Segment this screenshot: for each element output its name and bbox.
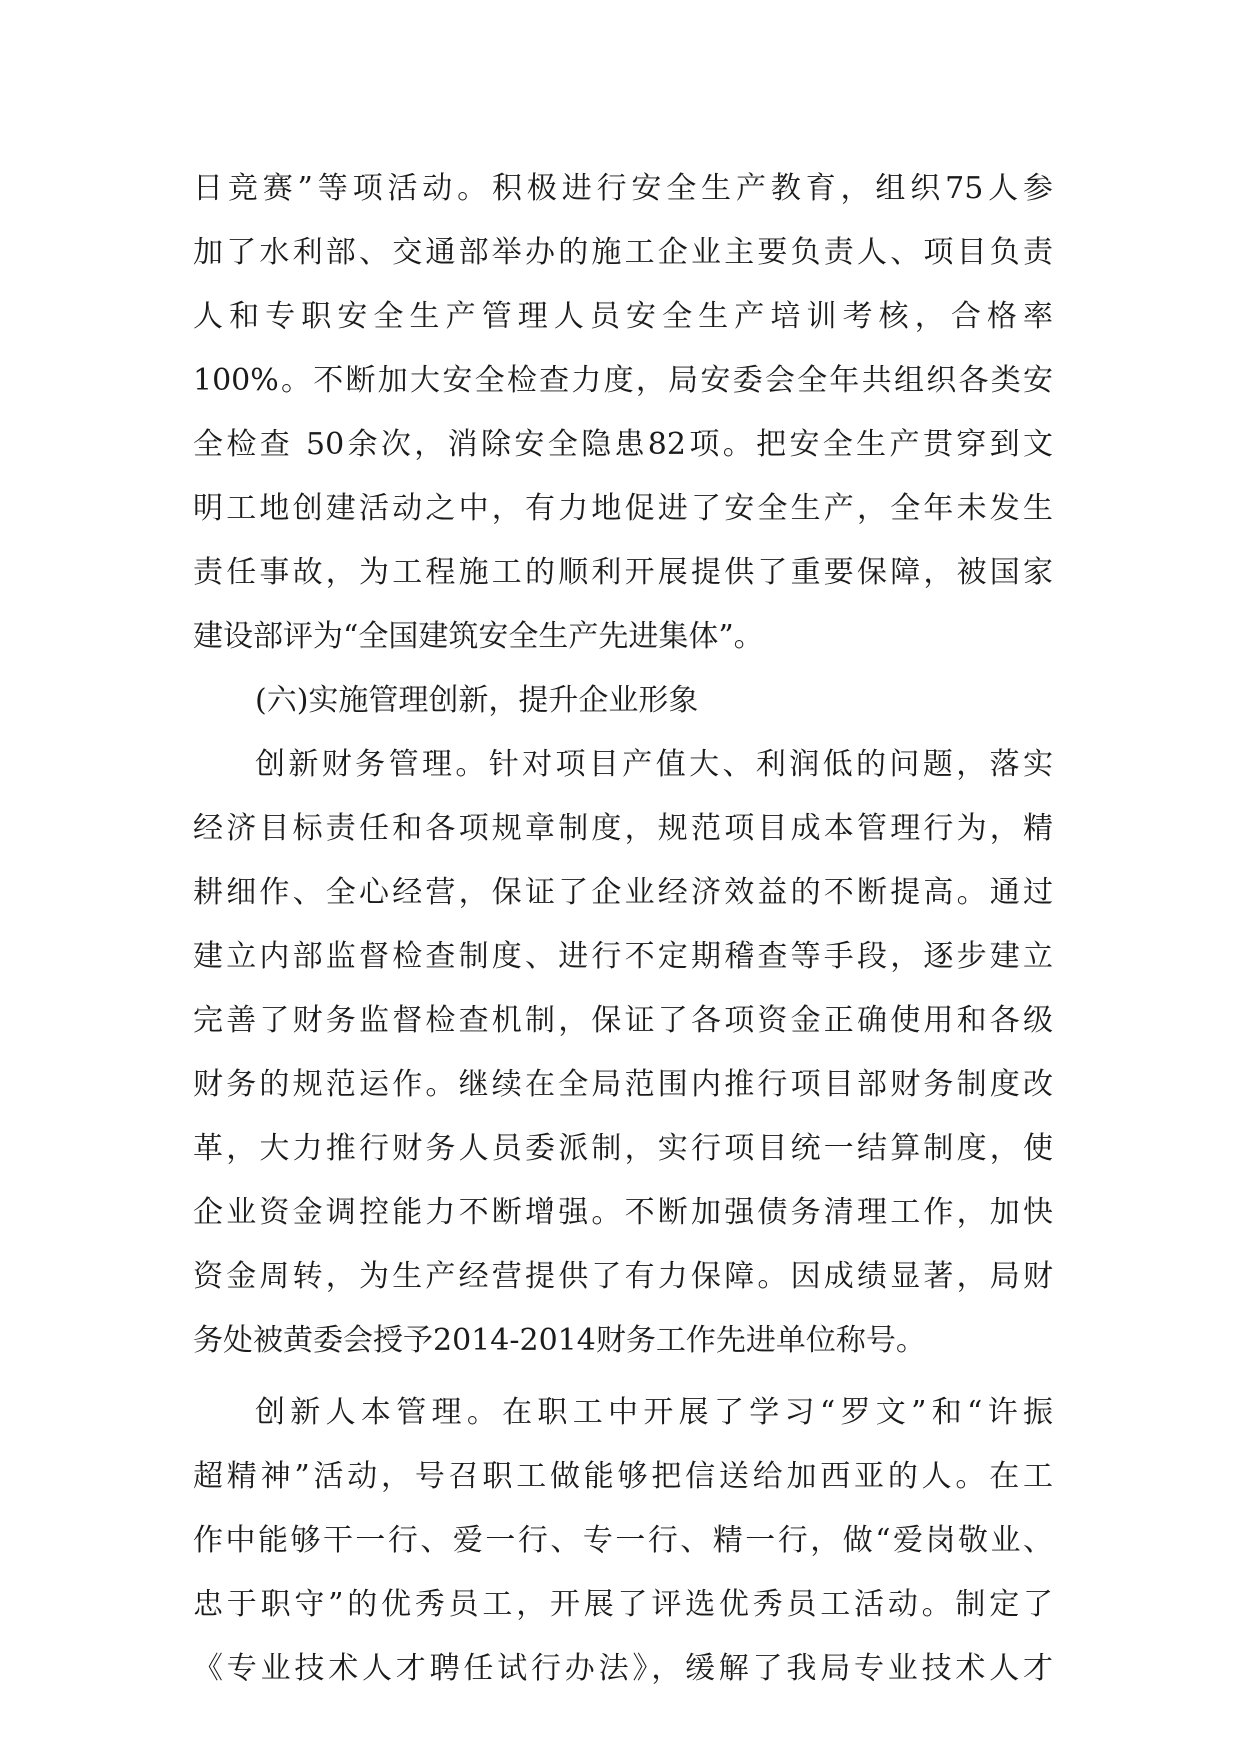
paragraph-line: 全检查 50余次，消除安全隐患82项。把安全生产贯穿到文	[193, 427, 1053, 462]
paragraph-line: 资金周转，为生产经营提供了有力保障。因成绩显著，局财	[193, 1259, 1053, 1294]
safety-paragraph	[193, 157, 1053, 669]
paragraph-line: 忠于职守”的优秀员工，开展了评选优秀员工活动。制定了	[193, 1587, 1053, 1622]
paragraph-line: 企业资金调控能力不断增强。不断加强债务清理工作，加快	[193, 1195, 1053, 1230]
paragraph-line: 明工地创建活动之中，有力地促进了安全生产，全年未发生	[193, 491, 1053, 526]
paragraph-line: 创新人本管理。在职工中开展了学习“罗文”和“许振	[255, 1395, 1053, 1430]
paragraph-line: 革，大力推行财务人员委派制，实行项目统一结算制度，使	[193, 1131, 1053, 1166]
paragraph-line: 100%。不断加大安全检查力度，局安委会全年共组织各类安	[193, 363, 1053, 398]
hr-paragraph	[193, 1381, 1053, 1701]
paragraph-line: 财务的规范运作。继续在全局范围内推行项目部财务制度改	[193, 1067, 1053, 1102]
document-body	[193, 157, 1053, 1701]
paragraph-line: 加了水利部、交通部举办的施工企业主要负责人、项目负责	[193, 235, 1053, 270]
paragraph-line: 耕细作、全心经营，保证了企业经济效益的不断提高。通过	[193, 875, 1053, 910]
paragraph-line: 经济目标责任和各项规章制度，规范项目成本管理行为，精	[193, 811, 1053, 846]
paragraph-line: 人和专职安全生产管理人员安全生产培训考核，合格率	[193, 299, 1053, 334]
paragraph-line: 责任事故，为工程施工的顺利开展提供了重要保障，被国家	[193, 555, 1053, 590]
paragraph-line: 日竞赛”等项活动。积极进行安全生产教育，组织75人参	[193, 171, 1053, 206]
section-heading-text: (六)实施管理创新，提升企业形象	[255, 683, 699, 718]
paragraph-line: 创新财务管理。针对项目产值大、利润低的问题，落实	[255, 747, 1053, 782]
paragraph-line: 建立内部监督检查制度、进行不定期稽查等手段，逐步建立	[193, 939, 1053, 974]
paragraph-line: 超精神”活动，号召职工做能够把信送给加西亚的人。在工	[193, 1459, 1053, 1494]
section-heading	[193, 669, 1053, 733]
finance-paragraph	[193, 733, 1053, 1373]
paragraph-line: 完善了财务监督检查机制，保证了各项资金正确使用和各级	[193, 1003, 1053, 1038]
paragraph-line: 作中能够干一行、爱一行、专一行、精一行，做“爱岗敬业、	[193, 1523, 1053, 1558]
paragraph-line: 《专业技术人才聘任试行办法》，缓解了我局专业技术人才	[193, 1651, 1053, 1686]
paragraph-line: 建设部评为“全国建筑安全生产先进集体”。	[193, 619, 764, 654]
paragraph-gap	[193, 1373, 1053, 1381]
paragraph-line: 务处被黄委会授予2014-2014财务工作先进单位称号。	[193, 1323, 926, 1358]
